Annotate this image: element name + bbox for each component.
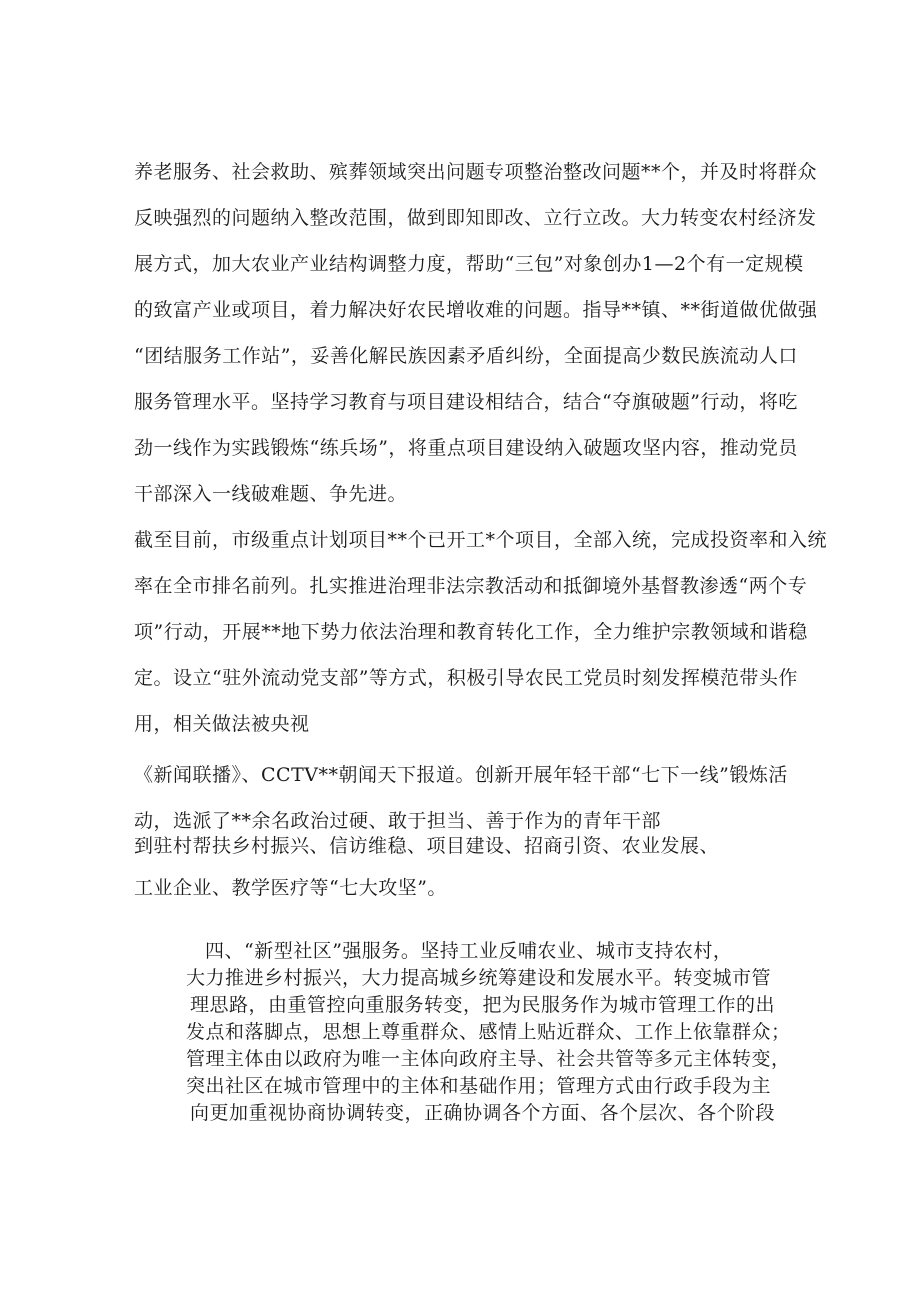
text-line: 劲一线作为实践锻炼“练兵场”，将重点项目建设纳入破题攻坚内容，推动党员 [134,437,798,459]
text-line: 截至目前，市级重点计划项目**个已开工*个项目，全部入统，完成投资率和入统 [134,529,828,551]
text-line: 干部深入一线破难题、争先进。 [134,483,408,505]
text-line: 动，选派了**余名政治过硬、敢于担当、善于作为的青年干部 [134,810,662,832]
text-line: 养老服务、社会救助、殡葬领域突出问题专项整治整改问题**个，并及时将群众 [134,161,818,183]
text-line: 突出社区在城市管理中的主体和基础作用；管理方式由行政手段为主 [186,1075,772,1097]
text-line: 理思路，由重管控向重服务转变，把为民服务作为城市管理工作的出 [190,994,776,1016]
text-line: 率在全市排名前列。扎实推进治理非法宗教活动和抵御境外基督教渗透“两个专 [134,575,808,597]
text-line: 四、“新型社区”强服务。坚持工业反哺农业、城市支持农村， [205,940,733,962]
text-line: 《新闻联播》、CCTV**朝闻天下报道。创新开展年轻干部“七下一线”锻炼活 [134,764,788,786]
text-line: 的致富产业或项目，着力解决好农民增收难的问题。指导**镇、**街道做优做强 [134,299,818,321]
text-line: 管理主体由以政府为唯一主体向政府主导、社会共管等多元主体转变， [186,1048,791,1070]
text-line: 到驻村帮扶乡村振兴、信访维稳、项目建设、招商引资、农业发展、 [134,835,720,857]
text-line: “团结服务工作站”，妥善化解民族因素矛盾纠纷，全面提高少数民族流动人口 [134,345,798,367]
text-line: 工业企业、教学医疗等“七大攻坚”。 [134,877,447,899]
text-line: 项”行动，开展**地下势力依法治理和教育转化工作，全力维护宗教领域和谐稳 [134,621,808,643]
text-line: 用，相关做法被央视 [134,713,310,735]
text-line: 服务管理水平。坚持学习教育与项目建设相结合，结合“夺旗破题”行动，将吃 [134,391,798,413]
text-line: 大力推进乡村振兴，大力提高城乡统筹建设和发展水平。转变城市管 [186,967,772,989]
text-line: 发点和落脚点，思想上尊重群众、感情上贴近群众、工作上依靠群众； [186,1021,791,1043]
text-line: 反映强烈的问题纳入整改范围，做到即知即改、立行立改。大力转变农村经济发 [134,207,817,229]
text-line: 定。设立“驻外流动党支部”等方式，积极引导农民工党员时刻发挥模范带头作 [134,667,798,689]
text-line: 向更加重视协商协调转变，正确协调各个方面、各个层次、各个阶段 [190,1102,776,1124]
text-line: 展方式，加大农业产业结构调整力度，帮助“三包”对象创办1—2个有一定规模 [134,253,804,275]
